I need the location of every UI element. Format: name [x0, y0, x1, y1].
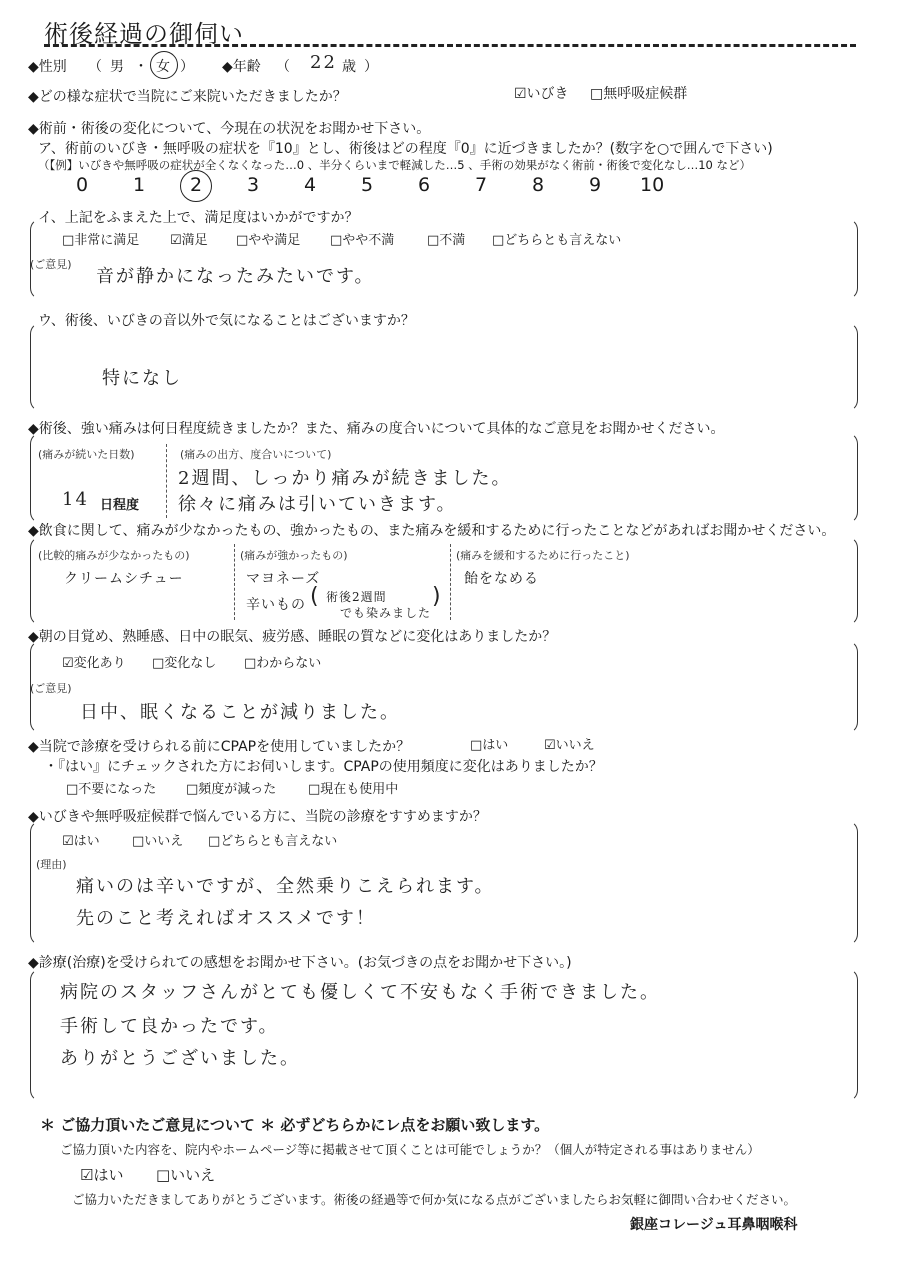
change-example: （【例】いびきや無呼吸の症状が全くなくなった…0 、半分くらいまで軽減した…5 、手術の効果がなく術前・術後で変化なし…10 など）	[38, 158, 751, 172]
age-open-paren: （	[276, 59, 290, 75]
change-subquestion: ア、術前のいびき・無呼吸の症状を『10』とし、術後はどの程度『0』に近づきましたか？(数字を○で囲んで下さい)	[38, 141, 773, 157]
food-more-pain-value-1[interactable]: マヨネーズ	[246, 571, 321, 587]
scale-1[interactable]: 1	[133, 174, 146, 196]
scale-3[interactable]: 3	[247, 174, 260, 196]
scale-selected-circle	[180, 170, 212, 202]
symptom-apnea-checkbox[interactable]: □無呼吸症候群	[590, 86, 688, 102]
recommend-reason-label: (理由)	[36, 858, 67, 871]
sleep-comment[interactable]: 日中、眠くなることが減りました。	[80, 702, 400, 723]
other-concerns-question: ウ、術後、いびきの音以外で気になることはございますか？	[38, 313, 415, 329]
scale-4[interactable]: 4	[304, 174, 317, 196]
recommend-reason-line-2[interactable]: 先のこと考えればオススメです！	[76, 908, 376, 929]
food-question: ◆飲食に関して、痛みが少なかったもの、強かったもの、また痛みを緩和するために行ったことなどがあればお聞かせください。	[28, 523, 836, 539]
food-column-divider-2	[450, 544, 451, 620]
impression-question: ◆診療(治療)を受けられての感想をお聞かせ下さい。(お気づきの点をお聞かせ下さい。)	[28, 955, 572, 971]
consent-no-checkbox[interactable]: □いいえ	[156, 1166, 216, 1184]
satisfaction-comment-label: (ご意見)	[30, 258, 72, 271]
satisfaction-somewhat-satisfied-checkbox[interactable]: □やや満足	[236, 233, 301, 248]
scale-9[interactable]: 9	[589, 174, 602, 196]
food-more-pain-note-1[interactable]: 術後2週間	[326, 590, 387, 604]
impression-line-1[interactable]: 病院のスタッフさんがとても優しくて不安もなく手術できました。	[60, 982, 660, 1003]
consent-yes-checkbox[interactable]: ☑はい	[80, 1166, 124, 1184]
scale-6[interactable]: 6	[418, 174, 431, 196]
pain-column-divider	[166, 444, 167, 518]
change-heading: ◆術前・術後の変化について、今現在の状況をお聞かせ下さい。	[28, 121, 431, 137]
satisfaction-question: イ、上記をふまえた上で、満足度はいかがですか？	[38, 210, 359, 226]
satisfaction-satisfied-checkbox[interactable]: ☑満足	[170, 233, 208, 248]
gender-option-female[interactable]: 女	[156, 59, 170, 75]
symptom-question: ◆どの様な症状で当院にご来院いただきましたか？	[28, 89, 347, 105]
pain-detail-line-1[interactable]: 2週間、しっかり痛みが続きました。	[178, 468, 512, 489]
food-note-open-paren: (	[310, 584, 319, 609]
food-relief-label: (痛みを緩和するために行ったこと)	[456, 549, 630, 562]
consent-heading: ＊ ご協力頂いたご意見について ＊ 必ずどちらかにレ点をお願い致します。	[40, 1116, 550, 1134]
consent-question: ご協力頂いた内容を、院内やホームページ等に掲載させて頂くことは可能でしょうか？（個人が特定される事はありません）	[60, 1142, 760, 1157]
cpap-yes-checkbox[interactable]: □はい	[470, 738, 509, 753]
pain-days-value[interactable]: 14	[62, 489, 89, 510]
cpap-unnecessary-checkbox[interactable]: □不要になった	[66, 782, 157, 797]
age-value[interactable]: 22	[310, 52, 337, 73]
sleep-question: ◆朝の目覚め、熟睡感、日中の眠気、疲労感、睡眠の質などに変化はありましたか？	[28, 629, 557, 645]
recommend-neutral-checkbox[interactable]: □どちらとも言えない	[208, 834, 338, 849]
food-less-pain-value[interactable]: クリームシチュー	[64, 571, 184, 587]
recommend-yes-checkbox[interactable]: ☑はい	[62, 834, 100, 849]
scale-7[interactable]: 7	[475, 174, 488, 196]
sleep-no-change-checkbox[interactable]: □変化なし	[152, 656, 217, 671]
food-relief-value[interactable]: 飴をなめる	[464, 571, 539, 587]
scale-0[interactable]: 0	[76, 174, 89, 196]
gender-option-male[interactable]: 男	[110, 59, 124, 75]
food-more-pain-value-2[interactable]: 辛いもの	[246, 597, 306, 613]
food-less-pain-label: (比較的痛みが少なかったもの)	[38, 549, 190, 562]
cpap-reduced-checkbox[interactable]: □頻度が減った	[186, 782, 277, 797]
cpap-still-using-checkbox[interactable]: □現在も使用中	[308, 782, 399, 797]
clinic-name: 銀座コレージュ耳鼻咽喉科	[630, 1217, 798, 1233]
age-unit: 歳	[342, 59, 356, 75]
symptom-snoring-checkbox[interactable]: ☑いびき	[514, 86, 569, 102]
scale-2[interactable]: 2	[190, 174, 203, 196]
satisfaction-somewhat-dissatisfied-checkbox[interactable]: □やや不満	[330, 233, 395, 248]
thanks-message: ご協力いただきましてありがとうございます。術後の経過等で何か気になる点がございましたらお気軽に御問い合わせください。	[72, 1192, 797, 1207]
sleep-comment-label: (ご意見)	[30, 682, 72, 695]
scale-5[interactable]: 5	[361, 174, 374, 196]
age-label: ◆年齢	[222, 59, 261, 75]
satisfaction-dissatisfied-checkbox[interactable]: □不満	[427, 233, 466, 248]
satisfaction-very-satisfied-checkbox[interactable]: □非常に満足	[62, 233, 140, 248]
food-note-close-paren: )	[432, 584, 441, 609]
satisfaction-neutral-checkbox[interactable]: □どちらとも言えない	[492, 233, 622, 248]
pain-days-label: (痛みが続いた日数)	[38, 448, 135, 461]
form-title: 術後経過の御伺い	[44, 20, 244, 48]
pain-detail-label: (痛みの出方、度合いについて)	[180, 448, 332, 461]
pain-detail-line-2[interactable]: 徐々に痛みは引いていきます。	[178, 494, 457, 515]
food-more-pain-label: (痛みが強かったもの)	[240, 549, 348, 562]
cpap-subquestion: ・『はい』にチェックされた方にお伺いします。CPAPの使用頻度に変化はありましたか？	[44, 759, 603, 775]
food-column-divider-1	[234, 544, 235, 620]
title-divider	[44, 44, 856, 47]
recommend-no-checkbox[interactable]: □いいえ	[132, 834, 184, 849]
sleep-unknown-checkbox[interactable]: □わからない	[244, 656, 322, 671]
age-close-paren: ）	[364, 59, 378, 75]
cpap-no-checkbox[interactable]: ☑いいえ	[544, 738, 595, 753]
gender-label: ◆性別	[28, 59, 67, 75]
pain-days-unit: 日程度	[100, 498, 140, 513]
sleep-changed-checkbox[interactable]: ☑変化あり	[62, 656, 126, 671]
gender-separator: ・	[134, 59, 148, 75]
satisfaction-comment[interactable]: 音が静かになったみたいです。	[96, 266, 375, 287]
recommend-question: ◆いびきや無呼吸症候群で悩んでいる方に、当院の診療をすすめますか？	[28, 809, 487, 825]
gender-selected-circle	[150, 51, 178, 79]
impression-line-2[interactable]: 手術して良かったです。	[60, 1016, 279, 1037]
gender-close-paren: ）	[180, 59, 194, 75]
recommend-reason-line-1[interactable]: 痛いのは辛いですが、全然乗りこえられます。	[76, 876, 495, 897]
other-concerns-answer[interactable]: 特になし	[102, 368, 182, 389]
pain-question: ◆術後、強い痛みは何日程度続きましたか？また、痛みの度合いについて具体的なご意見をお聞かせください。	[28, 421, 725, 437]
scale-8[interactable]: 8	[532, 174, 545, 196]
food-more-pain-note-2[interactable]: でも染みました	[340, 606, 432, 620]
cpap-question: ◆当院で診療を受けられる前にCPAPを使用していましたか？	[28, 739, 411, 755]
gender-open-paren: （	[88, 59, 102, 75]
impression-line-3[interactable]: ありがとうございました。	[60, 1048, 300, 1069]
scale-10[interactable]: 10	[640, 174, 665, 196]
